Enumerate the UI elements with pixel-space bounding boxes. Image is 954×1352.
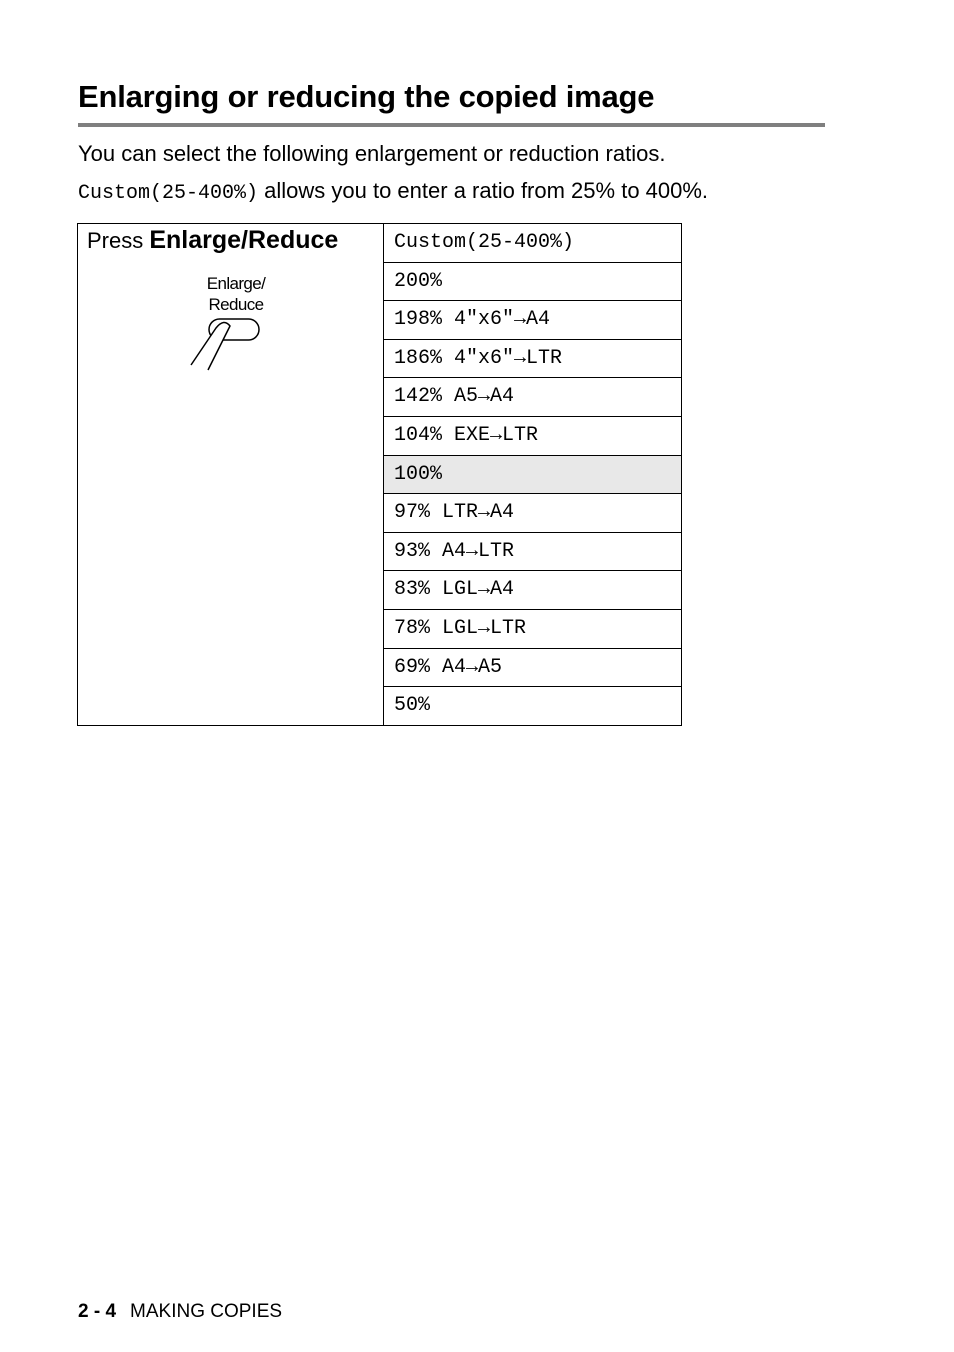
ratio-option: 93% A4→LTR [384,533,681,572]
ratio-option: Custom(25-400%) [384,224,681,263]
ratio-options-list [384,224,681,726]
page-title: Enlarging or reducing the copied image [78,79,655,114]
ratio-option: 198% 4"x6"→A4 [384,301,681,340]
intro-text: You can select the following enlargement or reduction ratios. [78,141,666,166]
ratio-option: 83% LGL→A4 [384,571,681,610]
ratio-option: 97% LTR→A4 [384,494,681,533]
custom-code: Custom(25-400%) [78,182,259,205]
page-number: 2 - 4 [78,1301,117,1322]
section-name: MAKING COPIES [130,1301,283,1322]
ratio-table [77,223,682,726]
ratio-option: 69% A4→A5 [384,649,681,688]
ratio-option: 78% LGL→LTR [384,610,681,649]
custom-ratio-note [78,177,708,208]
press-word: Press [87,228,150,253]
ratio-option: 50% [394,694,431,718]
button-label-line1: Enlarge/ [206,274,266,293]
button-label-line2: Reduce [208,295,264,314]
ratio-option-default: 100% [384,456,681,495]
ratio-option: 186% 4"x6"→LTR [384,340,681,379]
custom-ratio-text: allows you to enter a ratio from 25% to 400%. [258,178,709,203]
ratio-option: 200% [384,263,681,302]
ratio-option: 104% EXE→LTR [384,417,681,456]
enlarge-reduce-button-illustration [188,270,288,380]
press-instruction [87,226,338,255]
key-name: Enlarge/Reduce [149,226,339,254]
title-rule [78,123,825,127]
page-footer [78,1301,282,1323]
instruction-cell [78,224,384,725]
ratio-option: 142% A5→A4 [384,378,681,417]
